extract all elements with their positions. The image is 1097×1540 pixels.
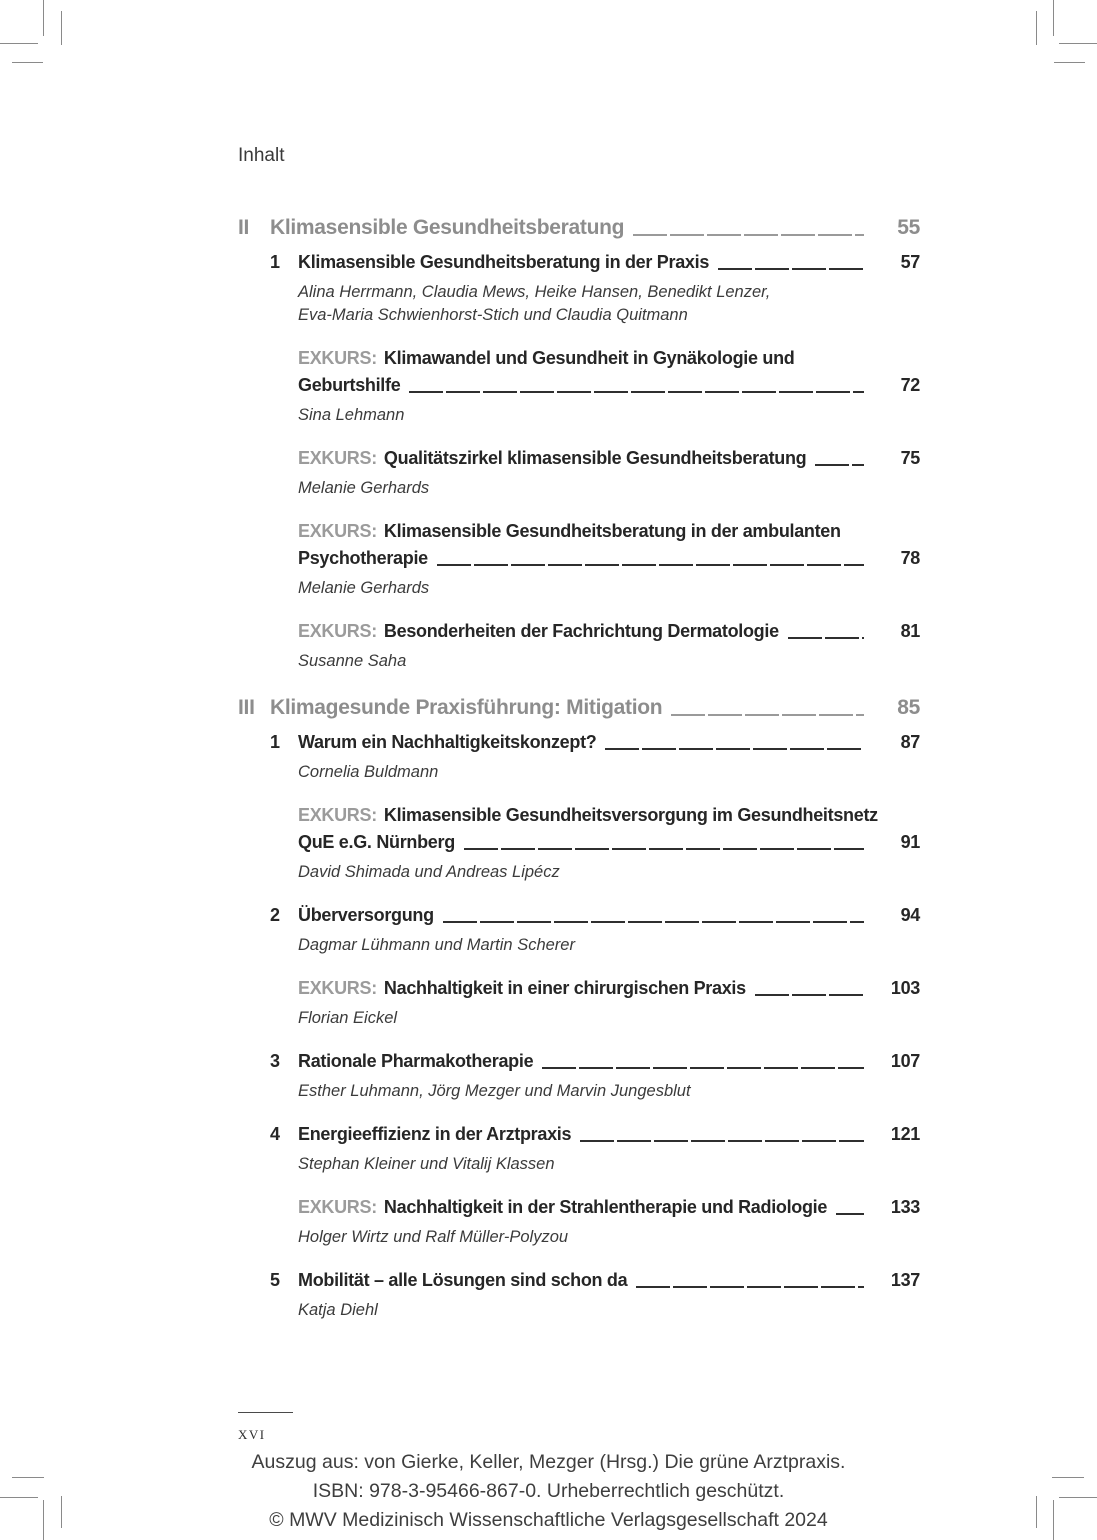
entry-title: Nachhaltigkeit in der Strahlentherapie und Radiologie	[383, 1197, 828, 1217]
exkurs-label: EXKURS:	[298, 805, 377, 825]
crop-mark	[43, 0, 44, 36]
page-number: 85	[897, 696, 920, 719]
entry-title: Energieeffizienz in der Arztpraxis	[298, 1124, 572, 1144]
toc-section-heading	[238, 213, 920, 242]
toc-entry	[238, 1121, 920, 1176]
page-number: 72	[900, 375, 920, 395]
page-number: 137	[890, 1270, 920, 1290]
chapter-number: 2	[270, 905, 280, 925]
page-number: 87	[900, 732, 920, 752]
toc-section-heading	[238, 693, 920, 722]
page-number: 103	[890, 978, 920, 998]
toc-entry-title-row	[298, 1194, 920, 1221]
toc-entry	[238, 729, 920, 784]
chapter-number: 4	[270, 1124, 280, 1144]
crop-mark	[1054, 62, 1085, 63]
crop-mark	[61, 11, 62, 45]
toc-entry	[238, 1267, 920, 1322]
imprint	[0, 1448, 1097, 1535]
imprint-line-source: Auszug aus: von Gierke, Keller, Mezger (Hrsg.) Die grüne Arztpraxis.	[251, 1451, 846, 1473]
toc-entry	[238, 1194, 920, 1249]
leader-line	[636, 1286, 864, 1288]
toc-entry-title-row	[270, 1048, 920, 1075]
toc-entry-title-row	[298, 345, 920, 372]
leader-line	[755, 994, 864, 996]
toc-entry-title-row	[270, 1267, 920, 1294]
leader-line	[788, 637, 864, 639]
folio-rule	[238, 1412, 293, 1413]
entry-title: QuE e.G. Nürnberg	[298, 832, 455, 852]
page-number: 81	[900, 621, 920, 641]
leader-line	[464, 848, 864, 850]
toc-entry-title-row	[298, 372, 920, 399]
chapter-number: 1	[270, 252, 280, 272]
leader-line	[443, 921, 864, 923]
toc-entry	[238, 802, 920, 884]
page-number: 133	[890, 1197, 920, 1217]
entry-authors: Susanne Saha	[298, 652, 407, 670]
leader-line	[542, 1067, 864, 1069]
page-number: 94	[900, 905, 920, 925]
toc-entry-title-row	[298, 975, 920, 1002]
entry-title: Klimasensible Gesundheitsversorgung im Gesundheitsnetz	[383, 805, 878, 825]
table-of-contents	[238, 145, 920, 1342]
entry-authors: Cornelia Buldmann	[298, 763, 439, 781]
toc-entry	[238, 345, 920, 427]
entry-authors: David Shimada und Andreas Lipécz	[298, 863, 560, 881]
crop-mark	[1053, 0, 1054, 36]
entry-title: Nachhaltigkeit in einer chirurgischen Praxis	[383, 978, 746, 998]
exkurs-label: EXKURS:	[298, 978, 377, 998]
entry-title: Klimawandel und Gesundheit in Gynäkologie und	[383, 348, 795, 368]
entry-authors: Melanie Gerhards	[298, 579, 430, 597]
exkurs-label: EXKURS:	[298, 1197, 377, 1217]
folio-page-number: xvi	[238, 1423, 266, 1443]
toc-entry	[238, 902, 920, 957]
entry-title: Überversorgung	[298, 905, 434, 925]
page-number: 75	[900, 448, 920, 468]
toc-entry	[238, 445, 920, 500]
chapter-number: 5	[270, 1270, 280, 1290]
page-number: 55	[897, 216, 920, 239]
imprint-line-copyright: © MWV Medizinisch Wissenschaftliche Verlagsgesellschaft 2024	[269, 1509, 828, 1531]
toc-entry	[238, 1048, 920, 1103]
toc-entry	[238, 249, 920, 327]
entry-title: Warum ein Nachhaltigkeitskonzept?	[298, 732, 597, 752]
running-head: Inhalt	[238, 145, 285, 166]
page-number: 78	[900, 548, 920, 568]
entry-authors: Sina Lehmann	[298, 406, 405, 424]
entry-title: Rationale Pharmakotherapie	[298, 1051, 534, 1071]
leader-line	[836, 1213, 864, 1215]
entry-title: Klimasensible Gesundheitsberatung in der ambulanten	[383, 521, 841, 541]
entry-authors: Florian Eickel	[298, 1009, 398, 1027]
entry-title: Klimasensible Gesundheitsberatung in der Praxis	[298, 252, 710, 272]
entry-title: Geburtshilfe	[298, 375, 401, 395]
toc-entry-title-row	[298, 518, 920, 545]
chapter-number: 1	[270, 732, 280, 752]
exkurs-label: EXKURS:	[298, 348, 377, 368]
chapter-number: 3	[270, 1051, 280, 1071]
leader-line	[718, 268, 864, 270]
entry-authors: Katja Diehl	[298, 1301, 378, 1319]
section-numeral: III	[238, 696, 255, 719]
toc-entry-title-row	[298, 829, 920, 856]
page-number: 121	[890, 1124, 920, 1144]
entry-authors: Stephan Kleiner und Vitalij Klassen	[298, 1155, 555, 1173]
section-title: Klimagesunde Praxisführung: Mitigation	[270, 696, 663, 719]
page-number: 107	[890, 1051, 920, 1071]
exkurs-label: EXKURS:	[298, 448, 377, 468]
leader-line	[671, 714, 864, 716]
crop-mark	[0, 43, 38, 44]
entry-title: Besonderheiten der Fachrichtung Dermatologie	[383, 621, 779, 641]
entry-authors: Eva-Maria Schwienhorst-Stich und Claudia Quitmann	[298, 306, 688, 324]
toc-entry-title-row	[270, 729, 920, 756]
leader-line	[409, 391, 864, 393]
entry-authors: Holger Wirtz und Ralf Müller-Polyzou	[298, 1228, 569, 1246]
entry-authors: Melanie Gerhards	[298, 479, 430, 497]
leader-line	[437, 564, 864, 566]
page-number: 57	[900, 252, 920, 272]
toc-entry-title-row	[298, 802, 920, 829]
crop-mark	[1036, 11, 1037, 45]
entry-authors: Alina Herrmann, Claudia Mews, Heike Hansen, Benedikt Lenzer,	[298, 283, 771, 301]
toc-entry-title-row	[270, 1121, 920, 1148]
exkurs-label: EXKURS:	[298, 521, 377, 541]
crop-mark	[1059, 43, 1097, 44]
toc-entry-title-row	[298, 445, 920, 472]
toc-entry-title-row	[298, 618, 920, 645]
toc-section	[238, 213, 920, 673]
entry-authors: Esther Luhmann, Jörg Mezger und Marvin Jungesblut	[298, 1082, 691, 1100]
crop-mark	[12, 62, 43, 63]
imprint-line-isbn: ISBN: 978-3-95466-867-0. Urheberrechtlich geschützt.	[312, 1480, 785, 1502]
section-title: Klimasensible Gesundheitsberatung	[270, 216, 625, 239]
page-number: 91	[900, 832, 920, 852]
leader-line	[633, 234, 864, 236]
toc-entry	[238, 975, 920, 1030]
toc-entry-title-row	[270, 902, 920, 929]
section-numeral: II	[238, 216, 250, 239]
entry-title: Qualitätszirkel klimasensible Gesundheitsberatung	[383, 448, 807, 468]
entry-title: Mobilität – alle Lösungen sind schon da	[298, 1270, 628, 1290]
leader-line	[580, 1140, 864, 1142]
exkurs-label: EXKURS:	[298, 621, 377, 641]
toc-entry	[238, 618, 920, 673]
toc-section	[238, 693, 920, 1322]
toc-entry-title-row	[270, 249, 920, 276]
leader-line	[605, 748, 864, 750]
toc-entry-title-row	[298, 545, 920, 572]
toc-entry	[238, 518, 920, 600]
entry-title: Psychotherapie	[298, 548, 428, 568]
leader-line	[815, 464, 864, 466]
entry-authors: Dagmar Lühmann und Martin Scherer	[298, 936, 575, 954]
